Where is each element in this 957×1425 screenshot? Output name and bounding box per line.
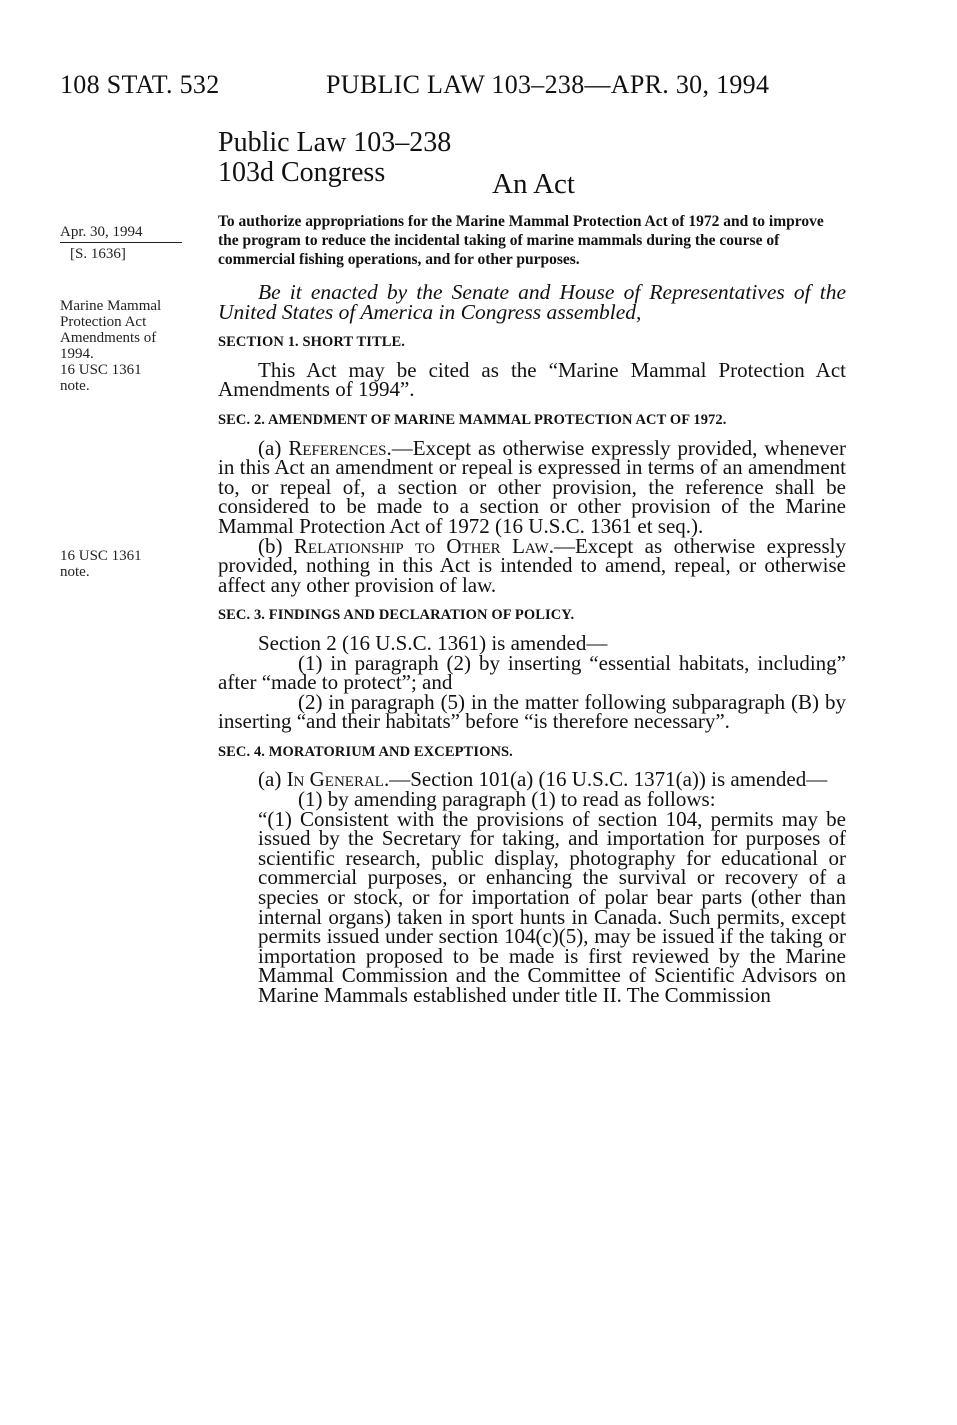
margin-line: note. [60,378,90,394]
margin-divider [60,242,182,243]
section-2a [218,435,846,538]
section-2-heading: SEC. 2. AMENDMENT OF MARINE MAMMAL PROTECTION ACT OF 1972. [218,411,727,428]
subsection-caption: In General. [286,767,390,792]
subsection-label: (a) [258,767,287,792]
margin-usc-note [60,548,142,580]
section-4-quoted-text [218,806,846,1007]
margin-line: 16 USC 1361 [60,548,142,564]
law-title-block [218,128,451,188]
page-stat-number: 108 STAT. 532 [60,70,220,99]
running-header: PUBLIC LAW 103–238—APR. 30, 1994 [326,70,770,99]
margin-line: Marine Mammal [60,298,162,314]
section-3-para-2: (2) in paragraph (5) in the matter following subparagraph (B) by inserting “and their habitats” before “is therefore necessary”. [218,689,846,734]
act-body [218,280,846,1007]
margin-line: Amendments of [60,330,157,346]
section-3-para-1: (1) in paragraph (2) by inserting “essential habitats, including” after “made to protect”; and [218,650,846,695]
quoted-paragraph: “(1) Consistent with the provisions of section 104, permits may be issued by the Secretary for taking, and importation for purposes of scientific research, public display, photography for educational or commercial purposes, or enhancing the survival or recovery of a species or stock, or for importation of polar bear parts (other than internal organs) taken in sport hunts in Canada. Such permits, except permits issued under section 104(c)(5), may be issued if the taking or importation proposed to be made is first reviewed by the Marine Mammal Commission and the Committee of Scientific Advisors on Marine Mammals established under title II. The Commission [258,806,846,1007]
section-3-heading: SEC. 3. FINDINGS AND DECLARATION OF POLICY. [218,607,575,624]
subsection-caption: References. [288,435,392,460]
section-4-heading: SEC. 4. MORATORIUM AND EXCEPTIONS. [218,743,513,760]
section-2b [218,533,846,597]
margin-line: 1994. [60,346,94,362]
margin-line: Protection Act [60,314,147,330]
subsection-caption: Relationship to Other Law. [293,533,554,558]
act-heading: An Act [492,168,575,200]
margin-line: 16 USC 1361 [60,362,142,378]
margin-line: note. [60,564,90,580]
subsection-text: —Except as otherwise expressly provided, nothing in this Act is intended to amend, repeal, or otherwise affect any other provision of law. [218,533,846,597]
congress-number: 103d Congress [218,157,386,188]
subsection-label: (b) [258,533,294,558]
section-4-para-1: (1) by amending paragraph (1) to read as follows: [298,787,716,812]
margin-bill-number: [S. 1636] [70,246,126,262]
section-1-heading: SECTION 1. SHORT TITLE. [218,334,406,351]
enacting-clause: Be it enacted by the Senate and House of Representatives of the United States of America in Congress assembled, [218,280,846,324]
public-law-number: Public Law 103–238 [218,127,452,158]
margin-short-title-note [60,298,161,394]
subsection-label: (a) [258,435,289,460]
subsection-text: —Except as otherwise expressly provided, whenever in this Act an amendment or repeal is expressed in terms of an amendment to, or repeal of, a section or other provision, the reference shall be considered to be made to a section or other provision of the Marine Mammal Protection Act of 1972 (16 U.S.C. 1361 et seq.). [218,435,846,538]
act-purpose: To authorize appropriations for the Marine Mammal Protection Act of 1972 and to improve the program to reduce the incidental taking of marine mammals during the course of commercial fishing operations, and for other purposes. [218,213,824,268]
margin-date: Apr. 30, 1994 [60,224,143,240]
section-1-text: This Act may be cited as the “Marine Mammal Protection Act Amendments of 1994”. [218,357,846,402]
section-3-intro: Section 2 (16 U.S.C. 1361) is amended— [258,630,608,655]
subsection-text: —Section 101(a) (16 U.S.C. 1371(a)) is amended— [389,767,828,792]
